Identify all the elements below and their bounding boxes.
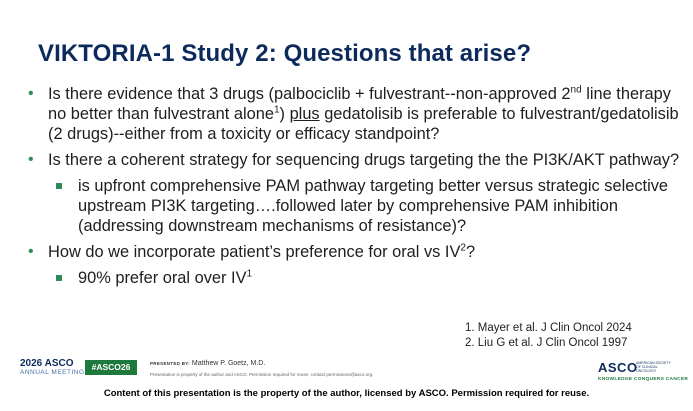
asco-logo (598, 359, 688, 382)
bullet-text: 2 (460, 242, 466, 254)
bullet-text: ? (465, 243, 476, 261)
slide-title: VIKTORIA-1 Study 2: Questions that arise? (38, 40, 532, 67)
bullet-item (24, 150, 684, 170)
bullet-text: line therapy no better than fulvestrant alone (48, 85, 671, 123)
asco-tagline: KNOWLEDGE CONQUERS CANCER (598, 377, 689, 382)
slide-footer (0, 355, 693, 380)
bullet-text: gedatolisib is preferable to fulvestrant/gedatolisib (2 drugs)--either from a toxicity or efficacy standpoint? (48, 105, 679, 143)
bullet-dot-icon: • (28, 243, 34, 260)
presentation-note: Presentation is property of the author and ASCO. Permission required for reuse; contact permissions@asco.org. (150, 372, 374, 377)
bullet-item (24, 176, 684, 236)
bullet-dot-icon: • (28, 151, 34, 168)
bullet-text: 1 (246, 268, 253, 280)
asco-society-name: AMERICAN SOCIETY OF CLINICAL ONCOLOGY (636, 361, 671, 373)
bullet-text: ) (279, 105, 290, 123)
presenter-info (150, 360, 373, 377)
asco-annual-meeting-logo (20, 359, 85, 377)
references (465, 321, 632, 351)
bullet-text: How do we incorporate patient’s preference for oral vs IV (48, 243, 461, 261)
bullet-text: is upfront comprehensive PAM pathway targeting better versus strategic selective upstream PI3K targeting….followed later by comprehensive PAM inhibition (addressing downstream mechanisms of resistance)? (78, 177, 669, 235)
meeting-name: ANNUAL MEETING (20, 369, 85, 376)
bullet-text: 90% prefer oral over IV (78, 269, 247, 287)
bullet-item (24, 242, 684, 262)
bullet-text: plus (289, 105, 320, 123)
hashtag-badge: #ASCO26 (85, 360, 137, 375)
presented-by-label: PRESENTED BY: (150, 361, 191, 366)
copyright-bar: Content of this presentation is the property of the author, licensed by ASCO. Permission required for reuse. (103, 388, 590, 399)
meeting-year: 2026 ASCO (20, 358, 74, 369)
bullet-text: Is there a coherent strategy for sequencing drugs targeting the the PI3K/AKT pathway? (48, 151, 680, 169)
reference-2: 2. Liu G et al. J Clin Oncol 1997 (465, 337, 628, 349)
bullet-text: Is there evidence that 3 drugs (palbociclib + fulvestrant--non-approved 2 (48, 85, 571, 103)
bullet-square-icon (56, 275, 62, 281)
bullet-dot-icon: • (28, 85, 34, 102)
bullet-list (24, 84, 684, 294)
bullet-item (24, 84, 684, 144)
reference-1: 1. Mayer et al. J Clin Oncol 2024 (465, 322, 632, 334)
bullet-square-icon (56, 183, 62, 189)
bullet-text: 1 (273, 104, 280, 116)
asco-wordmark: ASCO (598, 360, 638, 375)
bullet-text: nd (570, 84, 582, 96)
presenter-name: Matthew P. Goetz, M.D. (191, 360, 266, 367)
bullet-item (24, 268, 684, 288)
